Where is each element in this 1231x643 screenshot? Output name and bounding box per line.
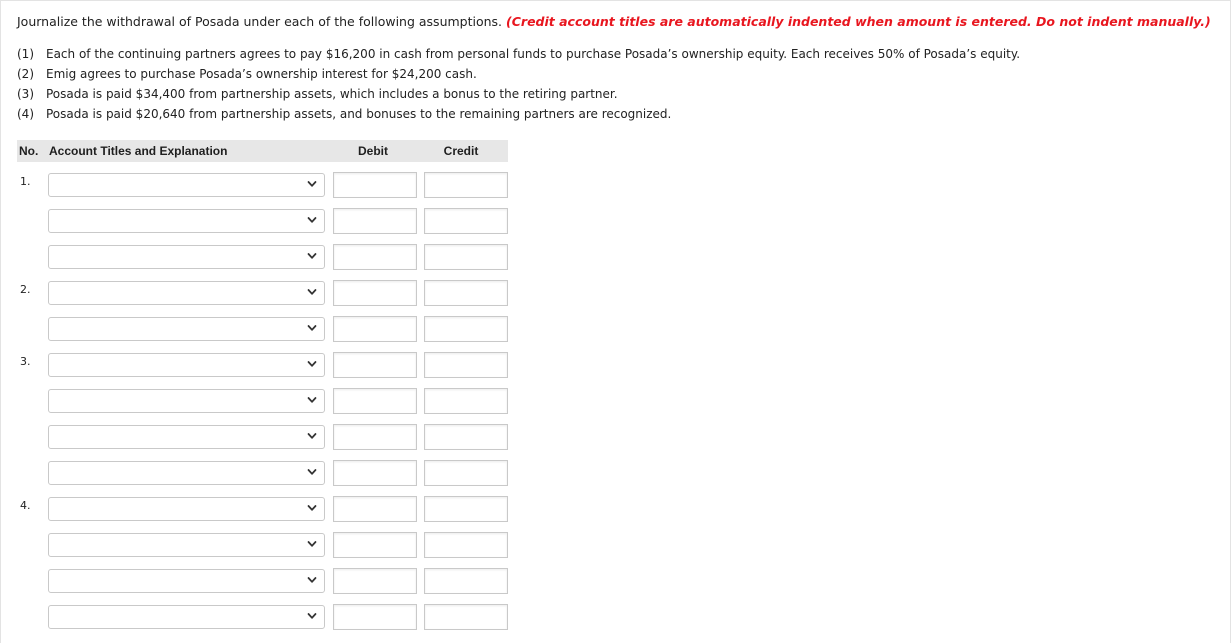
- chevron-down-icon: [306, 609, 318, 623]
- chevron-down-icon: [306, 465, 318, 479]
- debit-input[interactable]: [333, 604, 417, 630]
- instructions-text: Journalize the withdrawal of Posada under each of the following assumptions.: [17, 14, 503, 29]
- chevron-down-icon: [306, 573, 318, 587]
- entry-number: [17, 455, 47, 491]
- credit-input[interactable]: [424, 496, 508, 522]
- credit-input[interactable]: [424, 208, 508, 234]
- table-row: [17, 311, 508, 347]
- table-row: [17, 419, 508, 455]
- account-title-select[interactable]: [48, 389, 325, 413]
- entry-number: [17, 599, 47, 635]
- credit-input[interactable]: [424, 316, 508, 342]
- credit-input[interactable]: [424, 388, 508, 414]
- chevron-down-icon: [306, 429, 318, 443]
- debit-input[interactable]: [333, 352, 417, 378]
- debit-input[interactable]: [333, 460, 417, 486]
- account-title-select[interactable]: [48, 281, 325, 305]
- header-no: No.: [19, 144, 39, 158]
- table-row: [17, 347, 508, 383]
- account-title-select[interactable]: [48, 605, 325, 629]
- credit-input[interactable]: [424, 604, 508, 630]
- credit-input[interactable]: [424, 424, 508, 450]
- account-title-select[interactable]: [48, 209, 325, 233]
- chevron-down-icon: [306, 501, 318, 515]
- entry-number: [17, 203, 47, 239]
- header-account-titles: Account Titles and Explanation: [49, 144, 228, 158]
- entry-number: 3.: [20, 355, 31, 368]
- assumption-text: Emig agrees to purchase Posada’s ownership interest for $24,200 cash.: [46, 67, 477, 81]
- account-title-select[interactable]: [48, 569, 325, 593]
- debit-input[interactable]: [333, 208, 417, 234]
- assumption-number: (1): [17, 47, 34, 61]
- table-header: [17, 140, 508, 162]
- assumption-text: Each of the continuing partners agrees to pay $16,200 in cash from personal funds to purchase Posada’s ownership equity. Each receives 50% of Posada’s equity.: [46, 47, 1021, 61]
- credit-input[interactable]: [424, 244, 508, 270]
- assumption-text: Posada is paid $20,640 from partnership assets, and bonuses to the remaining partners are recognized.: [46, 107, 672, 121]
- credit-input[interactable]: [424, 280, 508, 306]
- chevron-down-icon: [306, 249, 318, 263]
- table-row: [17, 491, 508, 527]
- assumption-item: [17, 104, 1020, 124]
- entry-number: [17, 563, 47, 599]
- entry-number: [17, 383, 47, 419]
- table-row: [17, 527, 508, 563]
- header-debit: Debit: [358, 144, 388, 158]
- debit-input[interactable]: [333, 316, 417, 342]
- assumption-number: (2): [17, 67, 34, 81]
- debit-input[interactable]: [333, 568, 417, 594]
- assumption-number: (3): [17, 87, 34, 101]
- account-title-select[interactable]: [48, 533, 325, 557]
- instructions: [17, 14, 1211, 29]
- account-title-select[interactable]: [48, 461, 325, 485]
- account-title-select[interactable]: [48, 425, 325, 449]
- entry-number: [17, 419, 47, 455]
- account-title-select[interactable]: [48, 317, 325, 341]
- entry-number: [17, 239, 47, 275]
- table-row: [17, 599, 508, 635]
- chevron-down-icon: [306, 357, 318, 371]
- chevron-down-icon: [306, 537, 318, 551]
- credit-input[interactable]: [424, 460, 508, 486]
- assumption-item: [17, 64, 1020, 84]
- chevron-down-icon: [306, 393, 318, 407]
- table-row: [17, 203, 508, 239]
- credit-input[interactable]: [424, 568, 508, 594]
- debit-input[interactable]: [333, 388, 417, 414]
- chevron-down-icon: [306, 213, 318, 227]
- table-row: [17, 239, 508, 275]
- table-row: [17, 455, 508, 491]
- debit-input[interactable]: [333, 244, 417, 270]
- table-body: [17, 167, 508, 635]
- entry-number: [17, 311, 47, 347]
- header-credit: Credit: [443, 144, 479, 158]
- account-title-select[interactable]: [48, 173, 325, 197]
- chevron-down-icon: [306, 177, 318, 191]
- account-title-select[interactable]: [48, 497, 325, 521]
- debit-input[interactable]: [333, 280, 417, 306]
- debit-input[interactable]: [333, 172, 417, 198]
- account-title-select[interactable]: [48, 353, 325, 377]
- debit-input[interactable]: [333, 424, 417, 450]
- entry-number: 2.: [20, 283, 31, 296]
- debit-input[interactable]: [333, 532, 417, 558]
- credit-input[interactable]: [424, 532, 508, 558]
- chevron-down-icon: [306, 285, 318, 299]
- table-row: [17, 383, 508, 419]
- account-title-select[interactable]: [48, 245, 325, 269]
- credit-input[interactable]: [424, 172, 508, 198]
- debit-input[interactable]: [333, 496, 417, 522]
- journal-entry-table: [17, 140, 508, 635]
- assumption-item: [17, 84, 1020, 104]
- entry-number: [17, 527, 47, 563]
- assumption-text: Posada is paid $34,400 from partnership assets, which includes a bonus to the retiring partner.: [46, 87, 618, 101]
- table-row: [17, 275, 508, 311]
- chevron-down-icon: [306, 321, 318, 335]
- assumption-number: (4): [17, 107, 34, 121]
- entry-number: 4.: [20, 499, 31, 512]
- entry-number: 1.: [20, 175, 31, 188]
- instructions-note: (Credit account titles are automatically indented when amount is entered. Do not indent manually.): [506, 14, 1211, 29]
- credit-input[interactable]: [424, 352, 508, 378]
- table-row: [17, 167, 508, 203]
- assumption-item: [17, 44, 1020, 64]
- assumption-list: [17, 44, 1020, 124]
- table-row: [17, 563, 508, 599]
